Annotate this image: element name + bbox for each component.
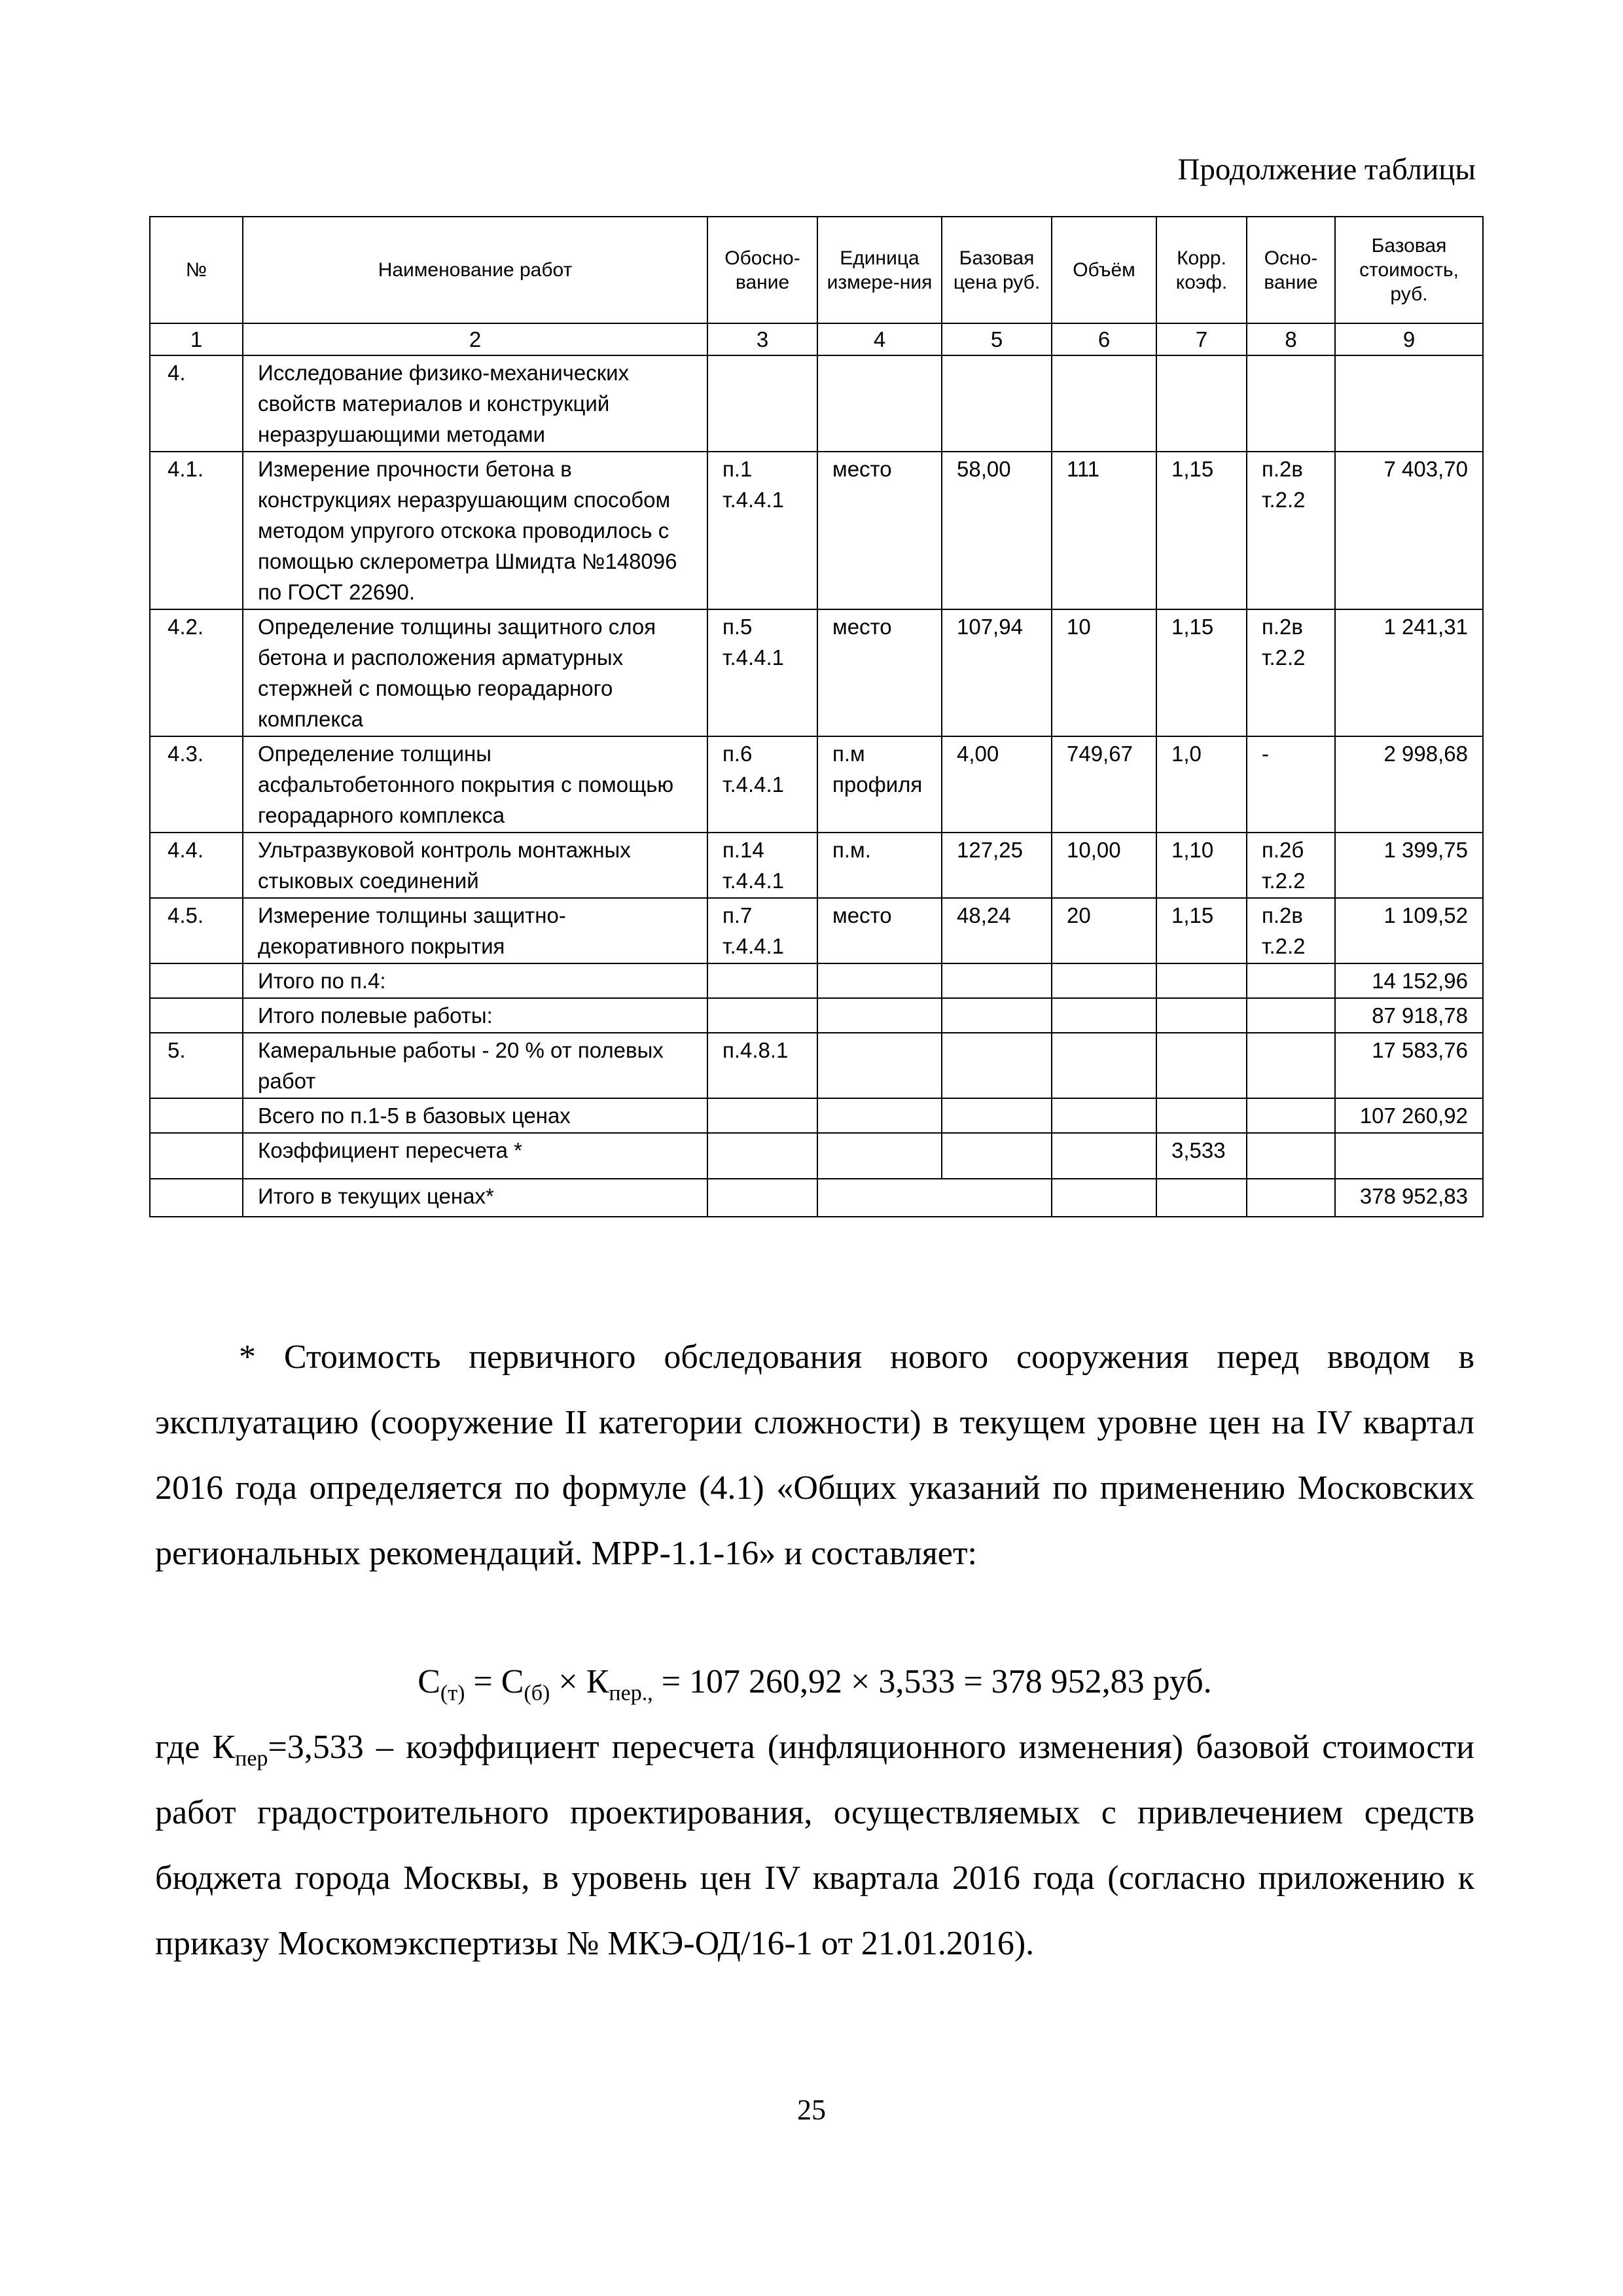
column-number: 6 (1052, 323, 1156, 355)
column-number: 2 (243, 323, 707, 355)
coef-cell: 1,0 (1156, 736, 1247, 833)
volume-cell (1052, 1033, 1156, 1098)
ground-cell: - (1247, 736, 1335, 833)
basis-cell (707, 1179, 817, 1217)
unit-cell: место (817, 898, 942, 963)
volume-cell: 10 (1052, 609, 1156, 736)
footnote (155, 1325, 1474, 1587)
header-cell: Корр. коэф. (1156, 217, 1247, 323)
cost-formula (155, 1649, 1474, 1715)
header-cell: Объём (1052, 217, 1156, 323)
row-number (150, 1098, 243, 1133)
work-name: Камеральные работы - 20 % от полевых работ (243, 1033, 707, 1098)
coef-cell: 1,15 (1156, 452, 1247, 609)
header-cell: Базовая цена руб. (942, 217, 1052, 323)
work-name: Измерение толщины защитно-декоративного покрытия (243, 898, 707, 963)
unit-cell (817, 1133, 942, 1179)
row-number (150, 998, 243, 1033)
basis-cell (707, 998, 817, 1033)
work-name: Итого в текущих ценах* (243, 1179, 707, 1217)
table-row (150, 898, 1483, 963)
price-cell (942, 998, 1052, 1033)
total-row (150, 1179, 1483, 1217)
column-number: 4 (817, 323, 942, 355)
volume-cell: 20 (1052, 898, 1156, 963)
page-number: 25 (797, 2094, 826, 2126)
row-number: 4. (150, 355, 243, 452)
subtotal-row (150, 1098, 1483, 1133)
explanation-lead: где К (155, 1729, 236, 1766)
table-continuation-label: Продолжение таблицы (1177, 152, 1476, 187)
price-cell (942, 355, 1052, 452)
ground-cell: п.2в т.2.2 (1247, 898, 1335, 963)
coef-cell: 1,15 (1156, 898, 1247, 963)
price-cell: 107,94 (942, 609, 1052, 736)
cost-cell: 17 583,76 (1335, 1033, 1483, 1098)
volume-cell (1052, 1098, 1156, 1133)
table-header (150, 217, 1483, 323)
ground-cell (1247, 1179, 1335, 1217)
basis-cell: п.14 т.4.4.1 (707, 833, 817, 898)
row-number (150, 963, 243, 998)
work-name: Итого полевые работы: (243, 998, 707, 1033)
cost-cell: 7 403,70 (1335, 452, 1483, 609)
cost-cell: 107 260,92 (1335, 1098, 1483, 1133)
unit-cell: место (817, 609, 942, 736)
column-number: 9 (1335, 323, 1483, 355)
volume-cell: 749,67 (1052, 736, 1156, 833)
price-cell: 4,00 (942, 736, 1052, 833)
coef-cell (1156, 355, 1247, 452)
ground-cell (1247, 998, 1335, 1033)
subtotal-row (150, 963, 1483, 998)
price-cell: 127,25 (942, 833, 1052, 898)
ground-cell (1247, 355, 1335, 452)
footnote-paragraph: * Стоимость первичного обследования нового сооружения перед вводом в эксплуатацию (сооружение II категории сложности) в текущем уровне цен на IV квартал 2016 года определяется по формуле (4.1) «Общих указаний по применению Московских региональных рекомендаций. МРР-1.1-16» и составляет: (155, 1338, 1474, 1572)
header-cell: № (150, 217, 243, 323)
price-cell (942, 1133, 1052, 1179)
price-cell (942, 1098, 1052, 1133)
ground-cell (1247, 963, 1335, 998)
coef-cell (1156, 1179, 1247, 1217)
volume-cell (1052, 1133, 1156, 1179)
table-row (150, 609, 1483, 736)
volume-cell: 10,00 (1052, 833, 1156, 898)
work-name: Определение толщины асфальтобетонного покрытия с помощью георадарного комплекса (243, 736, 707, 833)
ground-cell: п.2б т.2.2 (1247, 833, 1335, 898)
work-name: Исследование физико-механических свойств материалов и конструкций неразрушающими методами (243, 355, 707, 452)
column-number-row (150, 323, 1483, 355)
cost-cell: 14 152,96 (1335, 963, 1483, 998)
row-number (150, 1133, 243, 1179)
table-row (150, 452, 1483, 609)
unit-cell: п.м профиля (817, 736, 942, 833)
basis-cell: п.1 т.4.4.1 (707, 452, 817, 609)
volume-cell (1052, 1179, 1156, 1217)
basis-cell: п.6 т.4.4.1 (707, 736, 817, 833)
column-number: 3 (707, 323, 817, 355)
column-number: 7 (1156, 323, 1247, 355)
coef-cell (1156, 1033, 1247, 1098)
work-name: Итого по п.4: (243, 963, 707, 998)
coef-cell (1156, 998, 1247, 1033)
cost-cell: 87 918,78 (1335, 998, 1483, 1033)
basis-cell (707, 1098, 817, 1133)
explanation-text: =3,533 – коэффициент пересчета (инфляционного изменения) базовой стоимости работ градостроительного проектирования, осуществляемых с привлечением средств бюджета города Москвы, в уровень цен IV квартала 2016 года (согласно приложению к приказу Москомэкспертизы № МКЭ-ОД/16-1 от 21.01.2016). (155, 1729, 1474, 1962)
cost-cell: 378 952,83 (1335, 1179, 1483, 1217)
price-cell (942, 963, 1052, 998)
column-number: 5 (942, 323, 1052, 355)
cost-cell: 2 998,68 (1335, 736, 1483, 833)
volume-cell: 111 (1052, 452, 1156, 609)
basis-cell: п.7 т.4.4.1 (707, 898, 817, 963)
coef-cell (1156, 1098, 1247, 1133)
formula-c: С (418, 1663, 440, 1700)
ground-cell (1247, 1033, 1335, 1098)
cost-cell (1335, 355, 1483, 452)
unit-cell (817, 963, 942, 998)
basis-cell (707, 963, 817, 998)
table-row (150, 1033, 1483, 1098)
cost-estimate-table (149, 216, 1484, 1217)
row-number: 4.2. (150, 609, 243, 736)
volume-cell (1052, 355, 1156, 452)
basis-cell: п.5 т.4.4.1 (707, 609, 817, 736)
formula-sub-k: пер., (609, 1681, 653, 1706)
row-number: 4.3. (150, 736, 243, 833)
volume-cell (1052, 963, 1156, 998)
row-number: 4.4. (150, 833, 243, 898)
row-number: 5. (150, 1033, 243, 1098)
unit-cell: п.м. (817, 833, 942, 898)
explanation-paragraph (155, 1715, 1474, 1977)
unit-cell (817, 1098, 942, 1133)
price-cell: 48,24 (942, 898, 1052, 963)
work-name: Измерение прочности бетона в конструкциях неразрушающим способом методом упругого отскока проводилось с помощью склерометра Шмидта №148096 по ГОСТ 22690. (243, 452, 707, 609)
explanation-sub: пер (235, 1746, 268, 1771)
coef-cell: 3,533 (1156, 1133, 1247, 1179)
coefficient-row (150, 1133, 1483, 1179)
work-name: Определение толщины защитного слоя бетона и расположения арматурных стержней с помощью георадарного комплекса (243, 609, 707, 736)
work-name: Коэффициент пересчета * (243, 1133, 707, 1179)
cost-cell (1335, 1133, 1483, 1179)
cost-cell: 1 241,31 (1335, 609, 1483, 736)
formula-sub-b: (б) (524, 1681, 550, 1706)
ground-cell (1247, 1098, 1335, 1133)
basis-cell (707, 355, 817, 452)
volume-cell (1052, 998, 1156, 1033)
header-cell: Обосно-вание (707, 217, 817, 323)
work-name: Всего по п.1-5 в базовых ценах (243, 1098, 707, 1133)
header-cell: Базовая стоимость, руб. (1335, 217, 1483, 323)
basis-cell (707, 1133, 817, 1179)
header-cell: Единица измере-ния (817, 217, 942, 323)
ground-cell: п.2в т.2.2 (1247, 452, 1335, 609)
row-number: 4.5. (150, 898, 243, 963)
price-cell: 58,00 (942, 452, 1052, 609)
header-cell: Осно-вание (1247, 217, 1335, 323)
unit-cell (817, 1033, 942, 1098)
row-number: 4.1. (150, 452, 243, 609)
work-name: Ультразвуковой контроль монтажных стыковых соединений (243, 833, 707, 898)
cost-cell: 1 109,52 (1335, 898, 1483, 963)
coef-cell: 1,15 (1156, 609, 1247, 736)
formula-sub-t: (т) (440, 1681, 465, 1706)
formula-k: × К (550, 1663, 609, 1700)
unit-cell (817, 355, 942, 452)
subtotal-row (150, 998, 1483, 1033)
table-row (150, 833, 1483, 898)
basis-cell: п.4.8.1 (707, 1033, 817, 1098)
row-number (150, 1179, 243, 1217)
column-number: 8 (1247, 323, 1335, 355)
cost-cell: 1 399,75 (1335, 833, 1483, 898)
unit-cell (817, 998, 942, 1033)
coefficient-explanation (155, 1715, 1474, 1977)
formula-eq: = С (465, 1663, 524, 1700)
formula-result: = 107 260,92 × 3,533 = 378 952,83 руб. (652, 1663, 1212, 1700)
price-cell (942, 1033, 1052, 1098)
coef-cell: 1,10 (1156, 833, 1247, 898)
coef-cell (1156, 963, 1247, 998)
ground-cell: п.2в т.2.2 (1247, 609, 1335, 736)
unit-cell: место (817, 452, 942, 609)
header-cell: Наименование работ (243, 217, 707, 323)
table-row (150, 736, 1483, 833)
ground-cell (1247, 1133, 1335, 1179)
table-row (150, 355, 1483, 452)
column-number: 1 (150, 323, 243, 355)
unit-price-cell (817, 1179, 1052, 1217)
